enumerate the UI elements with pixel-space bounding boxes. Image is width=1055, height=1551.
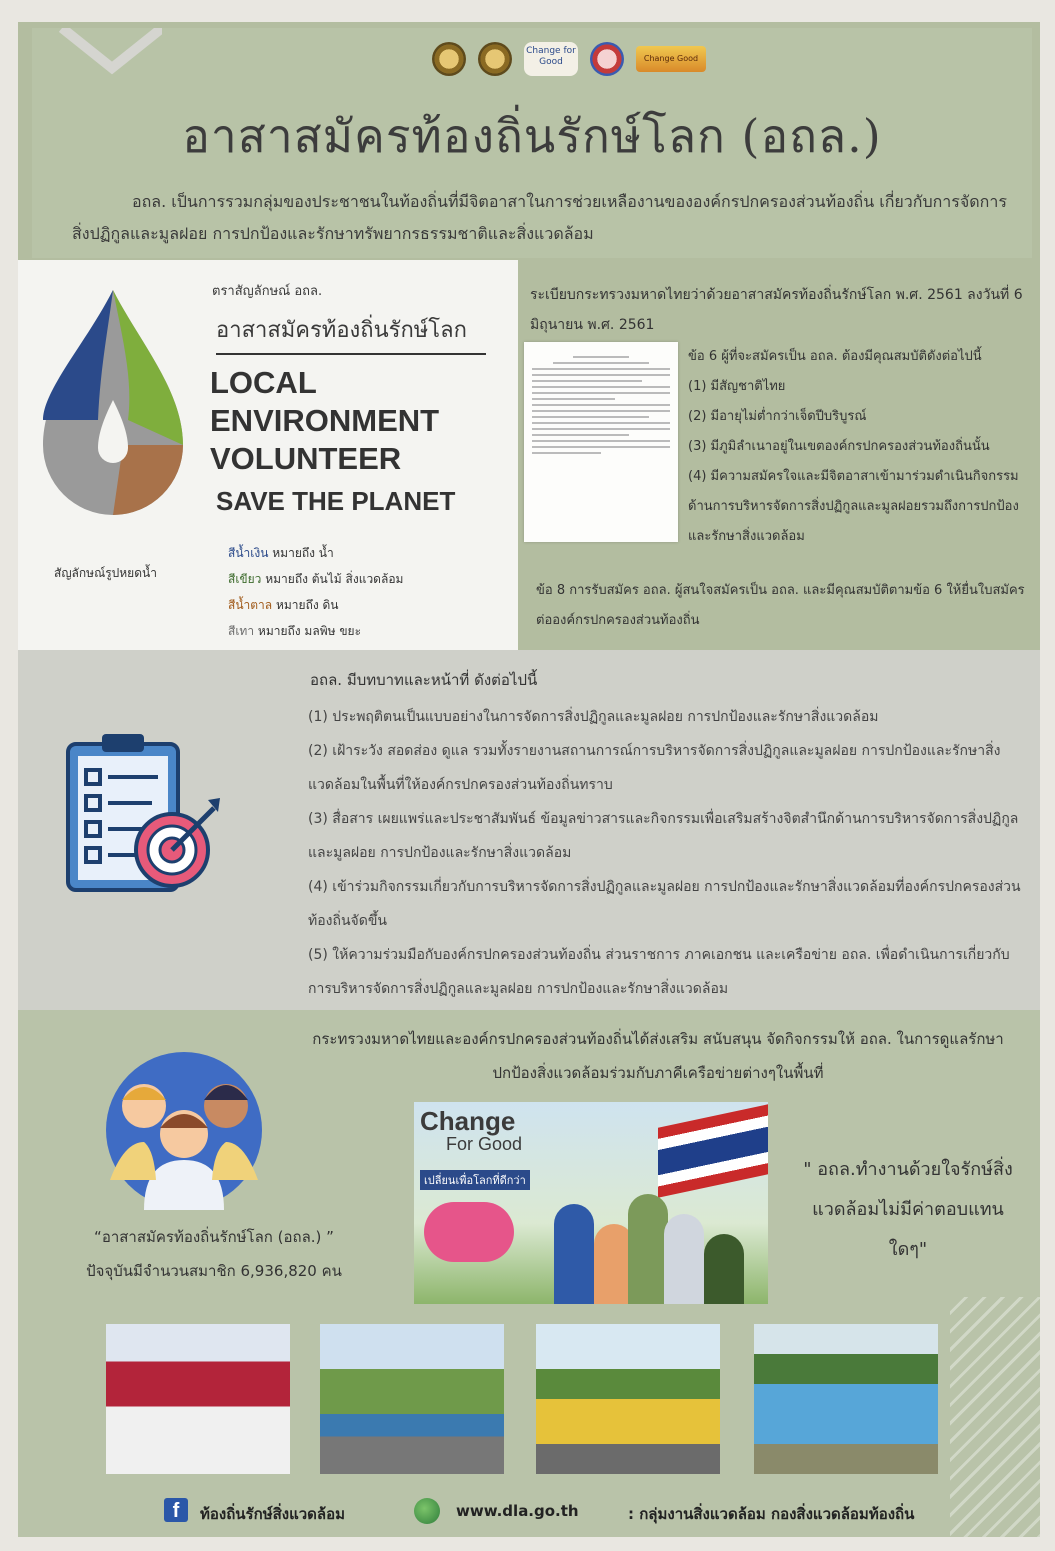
intro-paragraph: อถล. เป็นการรวมกลุ่มของประชาชนในท้องถิ่นที่มีจิตอาสาในการช่วยเหลืองานขององค์กรปกครองส่วนท้องถิ่น เกี่ยวกับการจัดการสิ่งปฏิกูลและมูลฝอย การปกป้องและรักษาทรัพยากรธรรมชาติและสิ่งแวดล้อม (72, 192, 1007, 243)
quote-name: “อาสาสมัครท้องถิ่นรักษ์โลก (อถล.) ” (94, 1228, 334, 1246)
stripe-decoration (950, 1297, 1040, 1537)
clipboard-target-icon (62, 730, 222, 900)
speech-bubble (424, 1202, 514, 1262)
activity-photo (106, 1324, 290, 1474)
emblem-english-name (210, 364, 439, 478)
ministry-seal-icon (432, 42, 466, 76)
facebook-page-label[interactable]: ท้องถิ่นรักษ์สิ่งแวดล้อม (200, 1505, 345, 1523)
thai-flag-icon (658, 1104, 768, 1197)
department-seal-icon (478, 42, 512, 76)
emblem-thai-name: อาสาสมัครท้องถิ่นรักษ์โลก (216, 312, 486, 355)
agency-emblem-icon (590, 42, 624, 76)
drop-caption: สัญลักษณ์รูปหยดน้ำ (54, 566, 157, 580)
color-key-item: สีน้ำเงิน หมายถึง น้ำ (228, 546, 334, 560)
role-item: (4) เข้าร่วมกิจกรรมเกี่ยวกับการบริหารจัดการสิ่งปฏิกูลและมูลฝอย การปกป้องและรักษาสิ่งแวดล้อมที่องค์กรปกครองส่วนท้องถิ่นจัดขึ้น (308, 879, 1021, 929)
member-count: ปัจจุบันมีจำนวนสมาชิก 6,936,820 คน (86, 1262, 342, 1280)
footer (18, 1488, 1040, 1532)
emblem-slogan: SAVE THE PLANET (216, 486, 456, 516)
change-for-good-mark: Change For Good (420, 1106, 523, 1154)
department-credit: : กลุ่มงานสิ่งแวดล้อม กองสิ่งแวดล้อมท้องถิ่น (628, 1505, 915, 1523)
header-section (32, 28, 1032, 258)
volunteers-group-icon (104, 1050, 264, 1210)
support-section (18, 1010, 1040, 1537)
role-item: (3) สื่อสาร เผยแพร่และประชาสัมพันธ์ ข้อมูลข่าวสารและกิจกรรมเพื่อเสริมสร้างจิตสำนึกด้านการบริหารจัดการสิ่งปฏิกูลและมูลฝอย การปกป้องและรักษาสิ่งแวดล้อม (308, 811, 1019, 861)
chevron-decoration-icon (42, 28, 162, 88)
campaign-subtitle: เปลี่ยนเพื่อโลกที่ดีกว่า (420, 1170, 530, 1190)
regulation-panel (518, 260, 1040, 650)
clause-6-heading: ข้อ 6 ผู้ที่จะสมัครเป็น อถล. ต้องมีคุณสมบัติดังต่อไปนี้ (688, 349, 982, 364)
english-line-3: VOLUNTEER (210, 441, 402, 476)
globe-icon (414, 1498, 440, 1524)
emblem-label: ตราสัญลักษณ์ อถล. (212, 284, 323, 299)
water-drop-emblem-icon (28, 280, 198, 520)
role-item: (2) เฝ้าระวัง สอดส่อง ดูแล รวมทั้งรายงานสถานการณ์การบริหารจัดการสิ่งปฏิกูลและมูลฝอย การปกป้องและรักษาสิ่งแวดล้อมในพื้นที่ให้องค์กรปกครองส่วนท้องถิ่นทราบ (308, 743, 1001, 793)
color-key-item: สีน้ำตาล หมายถึง ดิน (228, 598, 339, 612)
english-line-2: ENVIRONMENT (210, 403, 440, 438)
clause-6 (688, 342, 1028, 552)
regulation-title: ระเบียบกระทรวงมหาดไทยว่าด้วยอาสาสมัครท้องถิ่นรักษ์โลก พ.ศ. 2561 ลงวันที่ 6 มิถุนายน พ.ศ. 2561 (530, 287, 1023, 333)
color-key-item: สีเขียว หมายถึง ต้นไม้ สิ่งแวดล้อม (228, 572, 404, 586)
website-link[interactable]: www.dla.go.th (456, 1502, 579, 1520)
english-line-1: LOCAL (210, 365, 317, 400)
member-quote (44, 1220, 384, 1288)
regulation-document-image (524, 342, 678, 542)
clause-6-item: (4) มีความสมัครใจและมีจิตอาสาเข้ามาร่วมดำเนินกิจกรรมด้านการบริหารจัดการสิ่งปฏิกูลและมูลฝอยรวมถึงการปกป้องและรักษาสิ่งแวดล้อม (688, 469, 1019, 544)
roles-section (18, 650, 1040, 1010)
role-item: (1) ประพฤติตนเป็นแบบอย่างในการจัดการสิ่งปฏิกูลและมูลฝอย การปกป้องและรักษาสิ่งแวดล้อม (308, 709, 879, 725)
clause-6-item: (3) มีภูมิลำเนาอยู่ในเขตองค์กรปกครองส่วนท้องถิ่นนั้น (688, 439, 990, 454)
activity-gallery (106, 1324, 946, 1474)
emblem-panel (18, 260, 518, 650)
facebook-icon[interactable]: f (164, 1498, 188, 1522)
color-key-item: สีเทา หมายถึง มลพิษ ขยะ (228, 624, 362, 638)
campaign-banner-logo: Change Good (636, 46, 706, 72)
color-key-list (228, 540, 403, 644)
campaign-photo (414, 1102, 768, 1304)
roles-heading: อถล. มีบทบาทและหน้าที่ ดังต่อไปนี้ (310, 671, 538, 689)
clause-6-item: (2) มีอายุไม่ต่ำกว่าเจ็ดปีบริบูรณ์ (688, 409, 867, 424)
role-item: (5) ให้ความร่วมมือกับองค์กรปกครองส่วนท้องถิ่น ส่วนราชการ ภาคเอกชน และเครือข่าย อถล. เพื่อดำเนินการเกี่ยวกับการบริหารจัดการสิ่งปฏิกูลและมูลฝอย การปกป้องและรักษาสิ่งแวดล้อม (308, 947, 1010, 997)
roles-list (308, 700, 1028, 1006)
change-for-good-logo: Change for Good (524, 42, 578, 76)
partner-logos (432, 42, 706, 76)
activity-photo (536, 1324, 720, 1474)
activity-photo (320, 1324, 504, 1474)
clause-6-item: (1) มีสัญชาติไทย (688, 379, 786, 394)
volunteer-quote: " อถล.ทำงานด้วยใจรักษ์สิ่งแวดล้อมไม่มีค่าตอบแทนใดๆ" (803, 1159, 1013, 1260)
support-text: กระทรวงมหาดไทยและองค์กรปกครองส่วนท้องถิ่นได้ส่งเสริม สนับสนุน จัดกิจกรรมให้ อถล. ในการดูแลรักษา ปกป้องสิ่งแวดล้อมร่วมกับภาคีเครือข่ายต่างๆในพื้นที่ (312, 1030, 1004, 1082)
clause-8: ข้อ 8 การรับสมัคร อถล. ผู้สนใจสมัครเป็น อถล. และมีคุณสมบัติตามข้อ 6 ให้ยื่นใบสมัครต่อองค์กรปกครองส่วนท้องถิ่น (536, 583, 1025, 628)
poster (18, 22, 1040, 1537)
page-title: อาสาสมัครท้องถิ่นรักษ์โลก (อถล.) (182, 109, 882, 163)
activity-photo (754, 1324, 938, 1474)
